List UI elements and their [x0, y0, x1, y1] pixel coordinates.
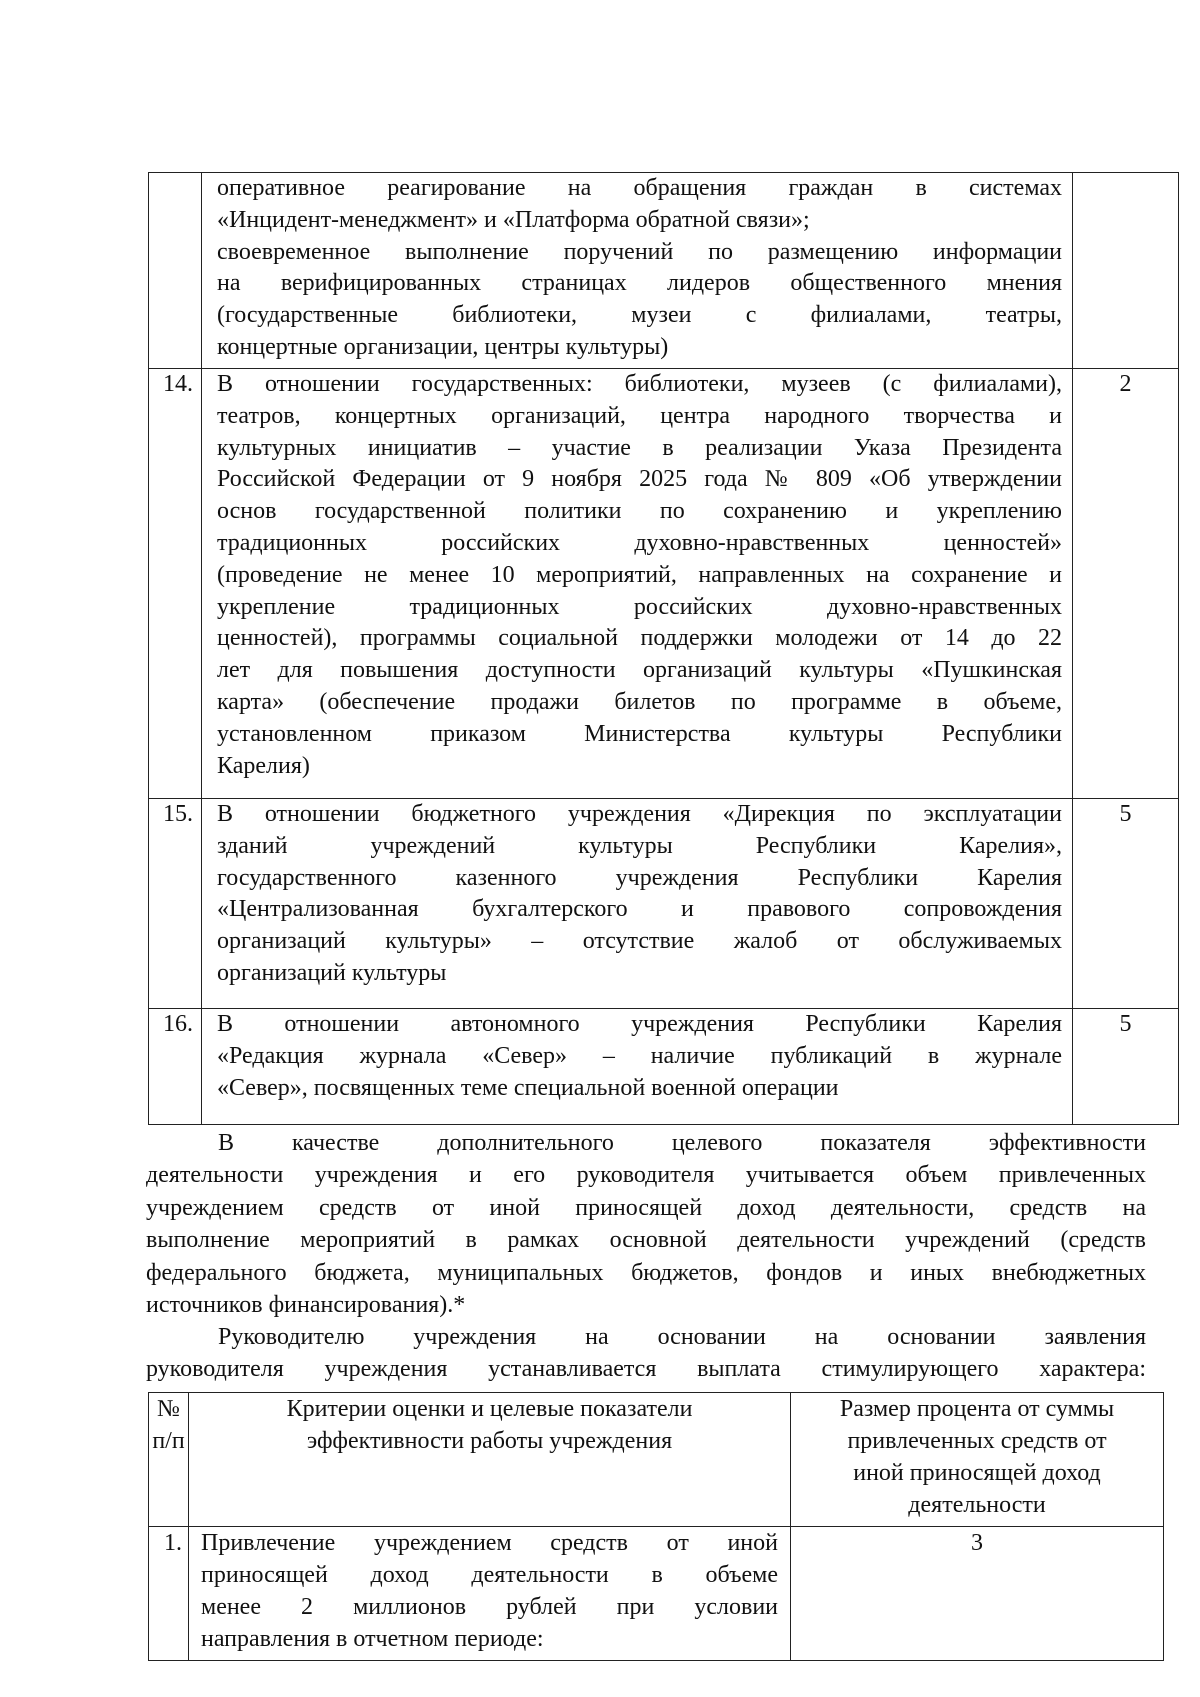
text-line: направления в отчетном периоде: [201, 1626, 544, 1652]
header-number [149, 1393, 189, 1527]
text-line: деятельности учреждения и его руководителя учитывается объем привлеченных [146, 1162, 1146, 1189]
text-line: (государственные библиотеки, музеи с филиалами, театры, [217, 302, 1062, 329]
table-row [149, 799, 1179, 1009]
text-line: карта» (обеспечение продажи билетов по программе в объеме, [217, 688, 1062, 715]
row-value: 3 [791, 1527, 1164, 1661]
header-criteria [189, 1393, 791, 1527]
text-line: руководителя учреждения устанавливается выплата стимулирующего характера: [146, 1356, 1146, 1383]
text-line: приносящей доход деятельности в объеме [201, 1562, 778, 1588]
text-line: традиционных российских духовно-нравственных ценностей» [217, 529, 1062, 556]
row-criteria-text [202, 1009, 1073, 1125]
text-line: федерального бюджета, муниципальных бюджетов, фондов и иных внебюджетных [146, 1259, 1146, 1286]
header-line: Размер процента от суммы [839, 1396, 1115, 1422]
text-line: выполнение мероприятий в рамках основной деятельности учреждений (средств [146, 1227, 1146, 1254]
text-line: культурных инициатив – участие в реализации Указа Президента [217, 434, 1062, 461]
text-line: В отношении бюджетного учреждения «Дирекция по эксплуатации [217, 801, 1062, 827]
text-line: В качестве дополнительного целевого показателя эффективности [218, 1130, 1146, 1156]
text-line: концертные организации, центры культуры) [217, 333, 669, 360]
paragraph-additional-indicator [146, 1127, 1146, 1321]
text-line: Карелия) [217, 752, 310, 779]
text-line: на верифицированных страницах лидеров общественного мнения [217, 270, 1062, 297]
text-line: «Инцидент-менеджмент» и «Платформа обратной связи»; [217, 206, 810, 233]
additional-indicator-table [148, 1392, 1164, 1661]
header-line: п/п [152, 1428, 185, 1454]
text-line: своевременное выполнение поручений по размещению информации [217, 238, 1062, 265]
text-line: лет для повышения доступности организаций культуры «Пушкинская [217, 657, 1062, 684]
text-line: В отношении автономного учреждения Республики Карелия [217, 1011, 1062, 1037]
text-line: укрепление традиционных российских духовно-нравственных [217, 593, 1062, 620]
text-line: организаций культуры [217, 959, 447, 986]
header-line: деятельности [908, 1492, 1046, 1518]
text-line: государственного казенного учреждения Республики Карелия [217, 864, 1062, 891]
row-criteria-text [202, 799, 1073, 1009]
row-number: 1. [149, 1527, 189, 1661]
row-value: 5 [1073, 1009, 1179, 1125]
row-criteria-text [202, 173, 1073, 369]
header-size [791, 1393, 1164, 1527]
text-line: Руководителю учреждения на основании на основании заявления [218, 1324, 1146, 1350]
row-value [1073, 173, 1179, 369]
table-header-row [149, 1393, 1164, 1527]
table-row [149, 1527, 1164, 1661]
header-line: № [157, 1396, 180, 1422]
criteria-table-continued [148, 172, 1179, 1125]
text-line: (проведение не менее 10 мероприятий, направленных на сохранение и [217, 561, 1062, 588]
header-line: иной приносящей доход [853, 1460, 1101, 1486]
text-line: организаций культуры» – отсутствие жалоб от обслуживаемых [217, 928, 1062, 955]
text-line: зданий учреждений культуры Республики Карелия», [217, 832, 1062, 859]
row-value: 2 [1073, 369, 1179, 799]
text-line: «Редакция журнала «Север» – наличие публикаций в журнале [217, 1042, 1062, 1069]
text-line: Привлечение учреждением средств от иной [201, 1530, 778, 1556]
text-line: «Север», посвященных теме специальной военной операции [217, 1074, 839, 1101]
text-line: Российской Федерации от 9 ноября 2025 года № 809 «Об утверждении [217, 466, 1062, 493]
text-line: источников финансирования).* [146, 1292, 466, 1319]
text-line: театров, концертных организаций, центра народного творчества и [217, 402, 1062, 429]
row-number [149, 173, 202, 369]
header-line: Критерии оценки и целевые показатели [286, 1396, 693, 1422]
row-criteria-text [202, 369, 1073, 799]
text-line: основ государственной политики по сохранению и укреплению [217, 498, 1062, 525]
text-line: учреждением средств от иной приносящей доход деятельности, средств на [146, 1194, 1146, 1221]
text-line: оперативное реагирование на обращения граждан в системах [217, 175, 1062, 201]
paragraph-head-payment [146, 1321, 1146, 1386]
row-criteria-text [189, 1527, 791, 1661]
text-line: менее 2 миллионов рублей при условии [201, 1594, 778, 1620]
row-value: 5 [1073, 799, 1179, 1009]
row-number: 16. [149, 1009, 202, 1125]
text-line: «Централизованная бухгалтерского и правового сопровождения [217, 896, 1062, 923]
table-row [149, 1009, 1179, 1125]
text-line: ценностей), программы социальной поддержки молодежи от 14 до 22 [217, 625, 1062, 652]
row-number: 15. [149, 799, 202, 1009]
table-row [149, 173, 1179, 369]
text-line: установленном приказом Министерства культуры Республики [217, 720, 1062, 747]
table-row [149, 369, 1179, 799]
text-line: В отношении государственных: библиотеки, музеев (с филиалами), [217, 371, 1062, 397]
header-line: привлеченных средств от [847, 1428, 1107, 1454]
row-number: 14. [149, 369, 202, 799]
header-line: эффективности работы учреждения [306, 1428, 673, 1454]
